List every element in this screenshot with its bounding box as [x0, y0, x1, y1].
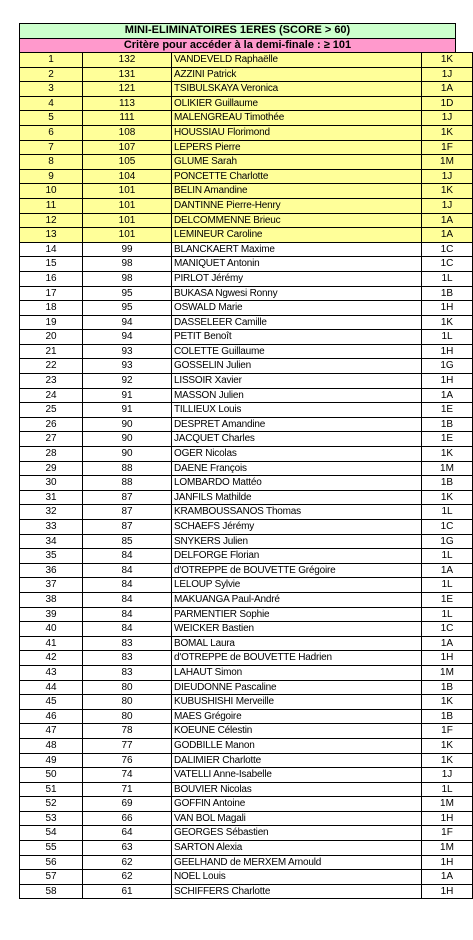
class-cell: 1J	[422, 67, 473, 82]
score-cell: 88	[83, 476, 172, 491]
table-row	[20, 695, 473, 710]
score-cell: 93	[83, 344, 172, 359]
name-cell: MASSON Julien	[172, 388, 422, 403]
rank-cell: 45	[20, 695, 83, 710]
table-row	[20, 344, 473, 359]
table-row	[20, 403, 473, 418]
class-cell: 1B	[422, 709, 473, 724]
rank-cell: 26	[20, 417, 83, 432]
table-row	[20, 563, 473, 578]
table-row	[20, 651, 473, 666]
table-row	[20, 82, 473, 97]
class-cell: 1L	[422, 549, 473, 564]
rank-cell: 5	[20, 111, 83, 126]
table-row	[20, 125, 473, 140]
name-cell: SCHIFFERS Charlotte	[172, 884, 422, 899]
rank-cell: 41	[20, 636, 83, 651]
table-row	[20, 388, 473, 403]
name-cell: OGER Nicolas	[172, 447, 422, 462]
class-cell: 1L	[422, 578, 473, 593]
score-cell: 77	[83, 738, 172, 753]
score-cell: 74	[83, 768, 172, 783]
rank-cell: 36	[20, 563, 83, 578]
score-cell: 105	[83, 155, 172, 170]
score-cell: 84	[83, 592, 172, 607]
class-cell: 1E	[422, 432, 473, 447]
table-row	[20, 447, 473, 462]
table-row	[20, 636, 473, 651]
table-row	[20, 680, 473, 695]
rank-cell: 15	[20, 257, 83, 272]
class-cell: 1F	[422, 140, 473, 155]
class-cell: 1K	[422, 447, 473, 462]
score-cell: 84	[83, 622, 172, 637]
name-cell: GEELHAND de MERXEM Arnould	[172, 855, 422, 870]
rank-cell: 34	[20, 534, 83, 549]
score-cell: 80	[83, 709, 172, 724]
score-cell: 94	[83, 315, 172, 330]
table-row	[20, 140, 473, 155]
rank-cell: 30	[20, 476, 83, 491]
rank-cell: 4	[20, 96, 83, 111]
score-cell: 87	[83, 520, 172, 535]
rank-cell: 24	[20, 388, 83, 403]
class-cell: 1C	[422, 520, 473, 535]
class-cell: 1K	[422, 184, 473, 199]
class-cell: 1A	[422, 563, 473, 578]
rank-cell: 27	[20, 432, 83, 447]
rank-cell: 19	[20, 315, 83, 330]
name-cell: OSWALD Marie	[172, 301, 422, 316]
qualification-criterion: Critère pour accéder à la demi-finale : ≥ 101	[19, 38, 456, 53]
score-cell: 94	[83, 330, 172, 345]
name-cell: SARTON Alexia	[172, 841, 422, 856]
score-cell: 87	[83, 505, 172, 520]
score-cell: 104	[83, 169, 172, 184]
table-row	[20, 855, 473, 870]
rank-cell: 25	[20, 403, 83, 418]
name-cell: BLANCKAERT Maxime	[172, 242, 422, 257]
table-row	[20, 884, 473, 899]
score-cell: 62	[83, 870, 172, 885]
class-cell: 1K	[422, 695, 473, 710]
rank-cell: 29	[20, 461, 83, 476]
name-cell: SCHAEFS Jérémy	[172, 520, 422, 535]
rank-cell: 53	[20, 811, 83, 826]
score-cell: 62	[83, 855, 172, 870]
rank-cell: 35	[20, 549, 83, 564]
table-row	[20, 709, 473, 724]
rank-cell: 55	[20, 841, 83, 856]
rank-cell: 21	[20, 344, 83, 359]
table-row	[20, 359, 473, 374]
rank-cell: 13	[20, 228, 83, 243]
name-cell: GEORGES Sébastien	[172, 826, 422, 841]
sheet-title: MINI-ELIMINATOIRES 1ERES (SCORE > 60)	[19, 23, 456, 38]
score-cell: 91	[83, 403, 172, 418]
name-cell: BUKASA Ngwesi Ronny	[172, 286, 422, 301]
name-cell: MAKUANGA Paul-André	[172, 592, 422, 607]
rank-cell: 12	[20, 213, 83, 228]
rank-cell: 14	[20, 242, 83, 257]
score-cell: 80	[83, 680, 172, 695]
name-cell: DESPRET Amandine	[172, 417, 422, 432]
name-cell: COLETTE Guillaume	[172, 344, 422, 359]
class-cell: 1C	[422, 257, 473, 272]
table-row	[20, 257, 473, 272]
class-cell: 1A	[422, 213, 473, 228]
table-row	[20, 738, 473, 753]
rank-cell: 18	[20, 301, 83, 316]
rank-cell: 49	[20, 753, 83, 768]
name-cell: KRAMBOUSSANOS Thomas	[172, 505, 422, 520]
class-cell: 1C	[422, 622, 473, 637]
class-cell: 1J	[422, 169, 473, 184]
class-cell: 1G	[422, 359, 473, 374]
class-cell: 1H	[422, 811, 473, 826]
score-cell: 101	[83, 213, 172, 228]
class-cell: 1F	[422, 724, 473, 739]
name-cell: DASSELEER Camille	[172, 315, 422, 330]
name-cell: HOUSSIAU Florimond	[172, 125, 422, 140]
rank-cell: 1	[20, 53, 83, 68]
class-cell: 1A	[422, 228, 473, 243]
class-cell: 1H	[422, 344, 473, 359]
table-row	[20, 198, 473, 213]
table-row	[20, 374, 473, 389]
name-cell: KOEUNE Célestin	[172, 724, 422, 739]
name-cell: VAN BOL Magali	[172, 811, 422, 826]
table-row	[20, 417, 473, 432]
score-cell: 113	[83, 96, 172, 111]
rank-cell: 2	[20, 67, 83, 82]
score-cell: 90	[83, 432, 172, 447]
class-cell: 1G	[422, 534, 473, 549]
table-row	[20, 724, 473, 739]
class-cell: 1E	[422, 592, 473, 607]
name-cell: LISSOIR Xavier	[172, 374, 422, 389]
name-cell: JACQUET Charles	[172, 432, 422, 447]
name-cell: KUBUSHISHI Merveille	[172, 695, 422, 710]
class-cell: 1H	[422, 855, 473, 870]
name-cell: PIRLOT Jérémy	[172, 271, 422, 286]
rank-cell: 20	[20, 330, 83, 345]
name-cell: SNYKERS Julien	[172, 534, 422, 549]
rank-cell: 54	[20, 826, 83, 841]
name-cell: DELCOMMENNE Brieuc	[172, 213, 422, 228]
score-cell: 84	[83, 549, 172, 564]
score-cell: 66	[83, 811, 172, 826]
rank-cell: 44	[20, 680, 83, 695]
name-cell: MANIQUET Antonin	[172, 257, 422, 272]
score-cell: 80	[83, 695, 172, 710]
class-cell: 1L	[422, 330, 473, 345]
rank-cell: 9	[20, 169, 83, 184]
name-cell: d'OTREPPE de BOUVETTE Grégoire	[172, 563, 422, 578]
score-cell: 83	[83, 636, 172, 651]
class-cell: 1A	[422, 82, 473, 97]
name-cell: LOMBARDO Mattéo	[172, 476, 422, 491]
score-cell: 108	[83, 125, 172, 140]
class-cell: 1B	[422, 476, 473, 491]
rank-cell: 46	[20, 709, 83, 724]
score-cell: 61	[83, 884, 172, 899]
class-cell: 1M	[422, 797, 473, 812]
name-cell: JANFILS Mathilde	[172, 490, 422, 505]
rank-cell: 23	[20, 374, 83, 389]
table-row	[20, 753, 473, 768]
name-cell: DALIMIER Charlotte	[172, 753, 422, 768]
name-cell: PONCETTE Charlotte	[172, 169, 422, 184]
rank-cell: 7	[20, 140, 83, 155]
rank-cell: 22	[20, 359, 83, 374]
name-cell: LAHAUT Simon	[172, 665, 422, 680]
score-cell: 63	[83, 841, 172, 856]
name-cell: DAENE François	[172, 461, 422, 476]
rank-cell: 16	[20, 271, 83, 286]
class-cell: 1A	[422, 636, 473, 651]
name-cell: GOFFIN Antoine	[172, 797, 422, 812]
table-row	[20, 301, 473, 316]
class-cell: 1J	[422, 198, 473, 213]
table-row	[20, 768, 473, 783]
score-cell: 88	[83, 461, 172, 476]
name-cell: DIEUDONNE Pascaline	[172, 680, 422, 695]
table-row	[20, 271, 473, 286]
name-cell: WEICKER Bastien	[172, 622, 422, 637]
rank-cell: 43	[20, 665, 83, 680]
rank-cell: 56	[20, 855, 83, 870]
table-row	[20, 665, 473, 680]
table-row	[20, 315, 473, 330]
score-cell: 85	[83, 534, 172, 549]
rank-cell: 42	[20, 651, 83, 666]
table-row	[20, 242, 473, 257]
table-row	[20, 870, 473, 885]
class-cell: 1K	[422, 738, 473, 753]
rank-cell: 28	[20, 447, 83, 462]
class-cell: 1A	[422, 388, 473, 403]
class-cell: 1L	[422, 505, 473, 520]
table-row	[20, 111, 473, 126]
table-row	[20, 782, 473, 797]
score-cell: 132	[83, 53, 172, 68]
rank-cell: 50	[20, 768, 83, 783]
class-cell: 1M	[422, 461, 473, 476]
class-cell: 1B	[422, 680, 473, 695]
score-cell: 84	[83, 563, 172, 578]
rank-cell: 52	[20, 797, 83, 812]
rank-cell: 40	[20, 622, 83, 637]
score-cell: 101	[83, 198, 172, 213]
rank-cell: 57	[20, 870, 83, 885]
name-cell: LEPERS Pierre	[172, 140, 422, 155]
class-cell: 1B	[422, 286, 473, 301]
name-cell: BELIN Amandine	[172, 184, 422, 199]
class-cell: 1L	[422, 271, 473, 286]
class-cell: 1E	[422, 403, 473, 418]
class-cell: 1J	[422, 768, 473, 783]
score-cell: 98	[83, 271, 172, 286]
class-cell: 1C	[422, 242, 473, 257]
table-row	[20, 432, 473, 447]
rank-cell: 17	[20, 286, 83, 301]
score-cell: 90	[83, 417, 172, 432]
score-cell: 71	[83, 782, 172, 797]
name-cell: d'OTREPPE de BOUVETTE Hadrien	[172, 651, 422, 666]
name-cell: BOUVIER Nicolas	[172, 782, 422, 797]
score-cell: 107	[83, 140, 172, 155]
name-cell: PARMENTIER Sophie	[172, 607, 422, 622]
class-cell: 1K	[422, 53, 473, 68]
name-cell: AZZINI Patrick	[172, 67, 422, 82]
score-cell: 84	[83, 607, 172, 622]
results-table	[19, 52, 473, 899]
rank-cell: 37	[20, 578, 83, 593]
table-row	[20, 286, 473, 301]
name-cell: TSIBULSKAYA Veronica	[172, 82, 422, 97]
class-cell: 1B	[422, 417, 473, 432]
table-row	[20, 505, 473, 520]
rank-cell: 3	[20, 82, 83, 97]
class-cell: 1K	[422, 125, 473, 140]
score-cell: 95	[83, 286, 172, 301]
rank-cell: 58	[20, 884, 83, 899]
name-cell: LELOUP Sylvie	[172, 578, 422, 593]
rank-cell: 33	[20, 520, 83, 535]
name-cell: MALENGREAU Timothée	[172, 111, 422, 126]
score-cell: 131	[83, 67, 172, 82]
class-cell: 1J	[422, 111, 473, 126]
table-row	[20, 797, 473, 812]
table-row	[20, 228, 473, 243]
score-cell: 111	[83, 111, 172, 126]
table-row	[20, 213, 473, 228]
table-row	[20, 578, 473, 593]
class-cell: 1K	[422, 490, 473, 505]
score-cell: 83	[83, 651, 172, 666]
score-cell: 101	[83, 228, 172, 243]
results-sheet	[19, 23, 456, 899]
rank-cell: 51	[20, 782, 83, 797]
name-cell: GLUME Sarah	[172, 155, 422, 170]
class-cell: 1M	[422, 841, 473, 856]
score-cell: 90	[83, 447, 172, 462]
table-row	[20, 520, 473, 535]
score-cell: 78	[83, 724, 172, 739]
class-cell: 1L	[422, 607, 473, 622]
score-cell: 92	[83, 374, 172, 389]
table-row	[20, 96, 473, 111]
table-row	[20, 330, 473, 345]
name-cell: VANDEVELD Raphaëlle	[172, 53, 422, 68]
score-cell: 64	[83, 826, 172, 841]
name-cell: MAES Grégoire	[172, 709, 422, 724]
score-cell: 84	[83, 578, 172, 593]
score-cell: 93	[83, 359, 172, 374]
table-row	[20, 826, 473, 841]
rank-cell: 6	[20, 125, 83, 140]
name-cell: DANTINNE Pierre-Henry	[172, 198, 422, 213]
name-cell: PETIT Benoît	[172, 330, 422, 345]
table-row	[20, 169, 473, 184]
score-cell: 99	[83, 242, 172, 257]
rank-cell: 32	[20, 505, 83, 520]
score-cell: 95	[83, 301, 172, 316]
class-cell: 1H	[422, 884, 473, 899]
name-cell: NOEL Louis	[172, 870, 422, 885]
class-cell: 1F	[422, 826, 473, 841]
name-cell: GODBILLE Manon	[172, 738, 422, 753]
table-row	[20, 67, 473, 82]
table-row	[20, 490, 473, 505]
table-row	[20, 461, 473, 476]
rank-cell: 47	[20, 724, 83, 739]
class-cell: 1H	[422, 374, 473, 389]
rank-cell: 8	[20, 155, 83, 170]
class-cell: 1A	[422, 870, 473, 885]
class-cell: 1M	[422, 155, 473, 170]
score-cell: 83	[83, 665, 172, 680]
table-row	[20, 155, 473, 170]
class-cell: 1L	[422, 782, 473, 797]
rank-cell: 11	[20, 198, 83, 213]
results-table-body	[20, 53, 473, 899]
rank-cell: 31	[20, 490, 83, 505]
table-row	[20, 841, 473, 856]
table-row	[20, 592, 473, 607]
class-cell: 1K	[422, 315, 473, 330]
name-cell: GOSSELIN Julien	[172, 359, 422, 374]
score-cell: 121	[83, 82, 172, 97]
name-cell: VATELLI Anne-Isabelle	[172, 768, 422, 783]
name-cell: TILLIEUX Louis	[172, 403, 422, 418]
class-cell: 1H	[422, 651, 473, 666]
rank-cell: 39	[20, 607, 83, 622]
table-row	[20, 549, 473, 564]
class-cell: 1H	[422, 301, 473, 316]
class-cell: 1M	[422, 665, 473, 680]
table-row	[20, 607, 473, 622]
table-row	[20, 476, 473, 491]
score-cell: 101	[83, 184, 172, 199]
table-row	[20, 622, 473, 637]
score-cell: 87	[83, 490, 172, 505]
table-row	[20, 53, 473, 68]
name-cell: OLIKIER Guillaume	[172, 96, 422, 111]
table-row	[20, 534, 473, 549]
rank-cell: 38	[20, 592, 83, 607]
name-cell: DELFORGE Florian	[172, 549, 422, 564]
name-cell: BOMAL Laura	[172, 636, 422, 651]
rank-cell: 10	[20, 184, 83, 199]
class-cell: 1K	[422, 753, 473, 768]
score-cell: 98	[83, 257, 172, 272]
score-cell: 69	[83, 797, 172, 812]
rank-cell: 48	[20, 738, 83, 753]
class-cell: 1D	[422, 96, 473, 111]
table-row	[20, 184, 473, 199]
name-cell: LEMINEUR Caroline	[172, 228, 422, 243]
table-row	[20, 811, 473, 826]
score-cell: 76	[83, 753, 172, 768]
score-cell: 91	[83, 388, 172, 403]
